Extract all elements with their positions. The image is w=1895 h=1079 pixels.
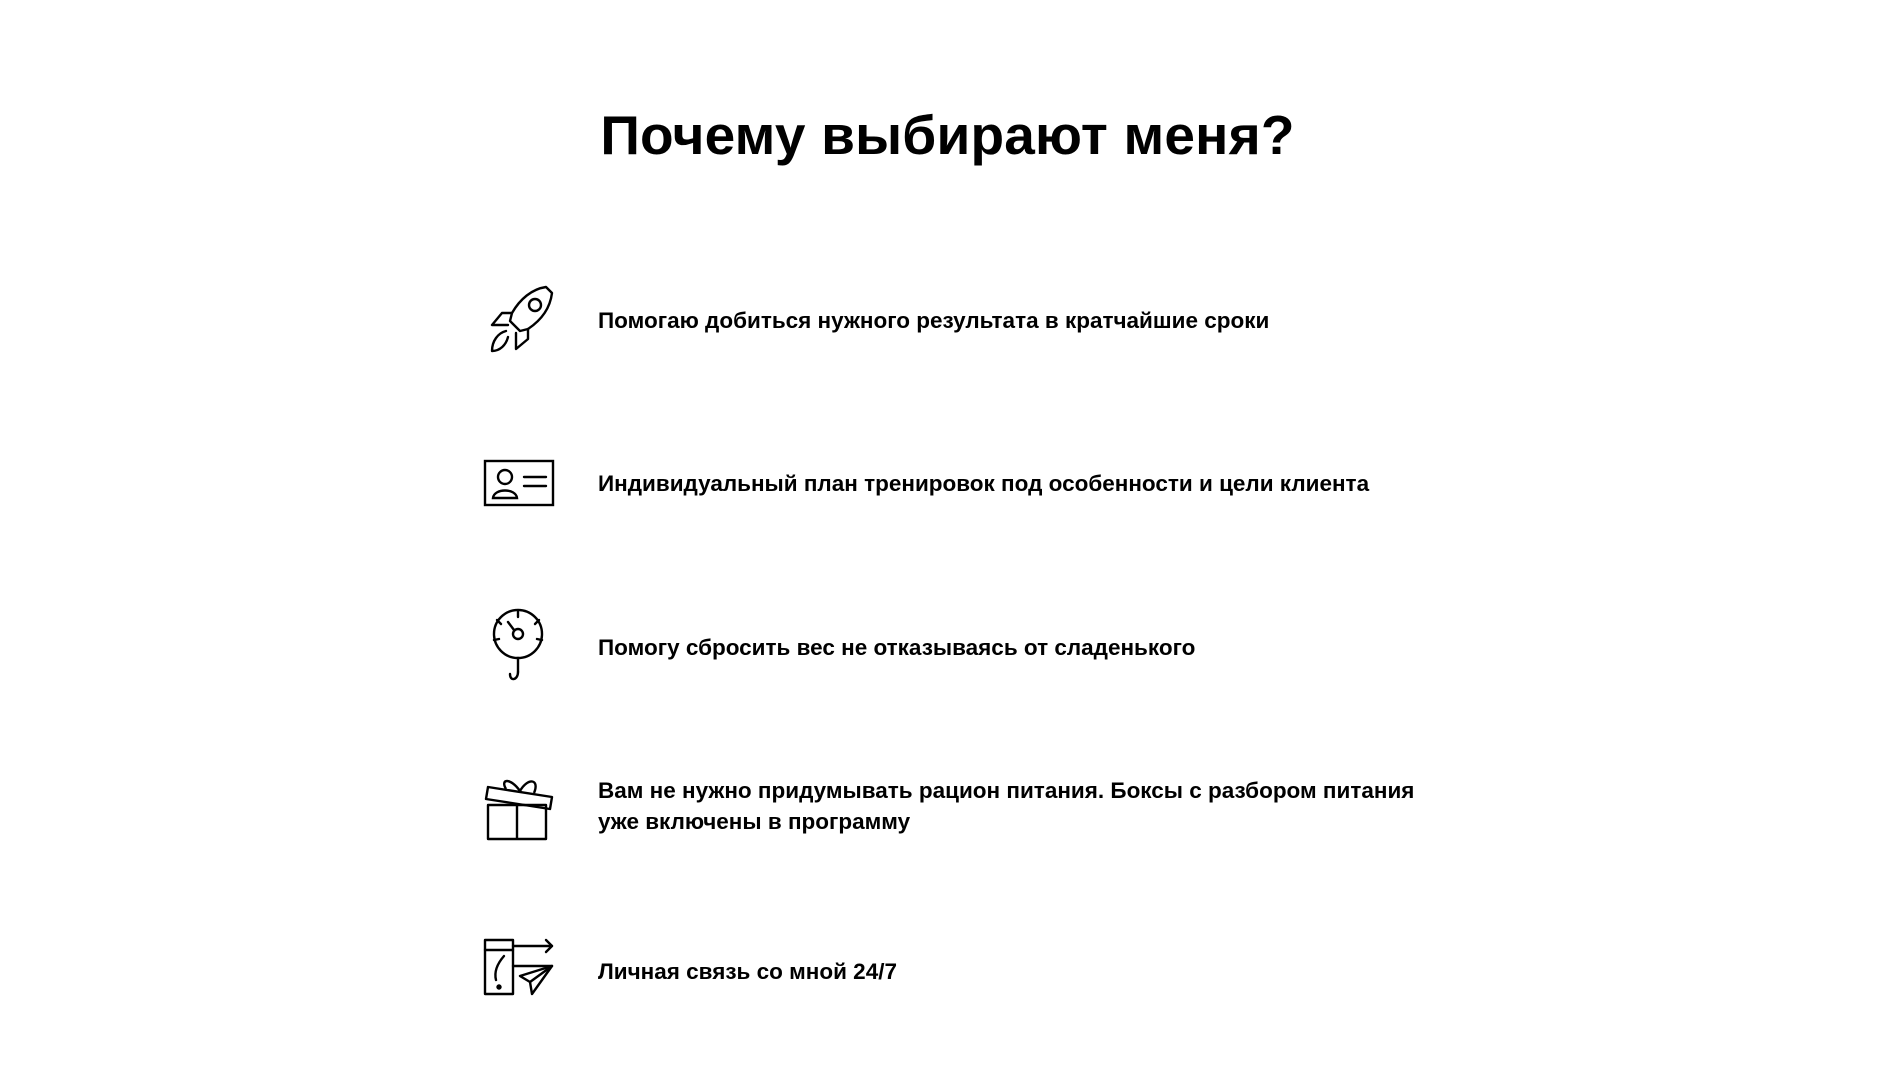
gift-box-icon (480, 767, 558, 845)
rocket-icon (480, 281, 558, 359)
feature-text: Вам не нужно придумывать рацион питания. Боксы с разбором питания уже включены в программу (598, 778, 1415, 834)
feature-text: Помогаю добиться нужного результата в кратчайшие сроки (598, 307, 1270, 333)
feature-item-weight-loss (480, 608, 1480, 686)
id-card-icon (480, 444, 558, 522)
feature-item-individual-plan (480, 444, 1480, 522)
phone-message-icon (480, 932, 558, 1010)
feature-item-fast-results (480, 281, 1480, 359)
feature-text: Личная связь со мной 24/7 (598, 958, 897, 984)
feature-item-personal-contact (480, 932, 1480, 1010)
features-list (480, 0, 1480, 1079)
feature-text: Помогу сбросить вес не отказываясь от сладенького (598, 634, 1196, 660)
hanging-scale-icon (480, 608, 558, 686)
feature-text: Индивидуальный план тренировок под особенности и цели клиента (598, 470, 1370, 496)
page-title: Почему выбирают меня? (600, 104, 1295, 166)
feature-item-nutrition-boxes (480, 767, 1480, 845)
